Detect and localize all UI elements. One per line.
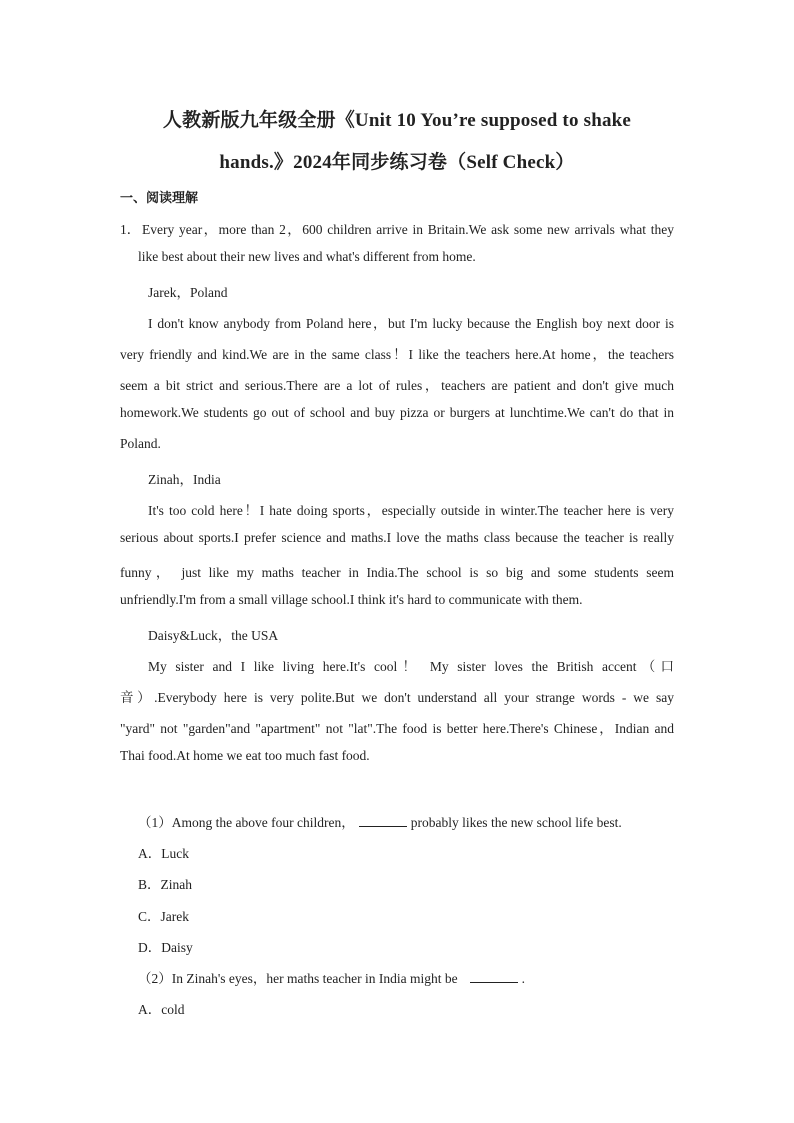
section-heading: 一、阅读理解 [120,190,199,205]
passage-line: It's too cold here！I hate doing sports，especially outside in winter.The teacher here is very [148,503,674,518]
passage-line: Poland. [120,436,161,451]
option-d: D．Daisy [138,940,193,955]
passage-heading: Zinah，India [148,472,221,487]
answer-blank[interactable] [470,970,518,983]
passage-heading: Daisy&Luck，the USA [148,628,279,643]
passage-line: 音）.Everybody here is very polite.But we don't understand all your strange words - we say [120,690,674,705]
sub-question-2-suffix: . [521,971,525,986]
passage-line: funny， just like my maths teacher in India.The school is so big and some students seem [120,565,674,580]
passage-line: "yard" not "garden"and "apartment" not "lat".The food is better here.There's Chinese，Indian and [120,721,674,736]
answer-blank[interactable] [359,814,407,827]
sub-question-2 [138,967,525,987]
intro-line-1: Every year，more than 2，600 children arrive in Britain.We ask some new arrivals what they [142,222,674,237]
document-title-line2: hands.》2024年同步练习卷（Self Check） [219,152,575,173]
sub-question-1-suffix: probably likes the new school life best. [410,815,622,830]
option-b: B．Zinah [138,877,192,892]
passage-line: serious about sports.I prefer science and maths.I love the maths class because the teacher is really [120,530,674,545]
passage-line: My sister and I like living here.It's cool！ My sister loves the British accent（口 [148,659,674,674]
sub-question-1 [138,811,622,831]
passage-heading: Jarek，Poland [148,285,228,300]
document-title-line1: 人教新版九年级全册《Unit 10 You’re supposed to shake [162,110,632,131]
option-a: A．cold [138,1002,185,1017]
question-number: 1． [120,222,141,237]
passage-line: Thai food.At home we eat too much fast food. [120,748,370,763]
passage-line: homework.We students go out of school and buy pizza or burgers at lunchtime.We can't do that in [120,405,674,420]
sub-question-2-prefix: （2）In Zinah's eyes，her maths teacher in India might be [138,971,458,986]
sub-question-1-prefix: （1）Among the above four children， [138,815,355,830]
passage-line: I don't know anybody from Poland here，but I'm lucky because the English boy next door is [148,316,674,331]
passage-line: unfriendly.I'm from a small village school.I think it's hard to communicate with them. [120,592,583,607]
option-a: A．Luck [138,846,189,861]
option-c: C．Jarek [138,909,189,924]
passage-line: very friendly and kind.We are in the same class！I like the teachers here.At home，the teachers [120,347,674,362]
passage-line: seem a bit strict and serious.There are a lot of rules，teachers are patient and don't give much [120,378,674,393]
intro-line-2: like best about their new lives and what's different from home. [138,249,476,264]
